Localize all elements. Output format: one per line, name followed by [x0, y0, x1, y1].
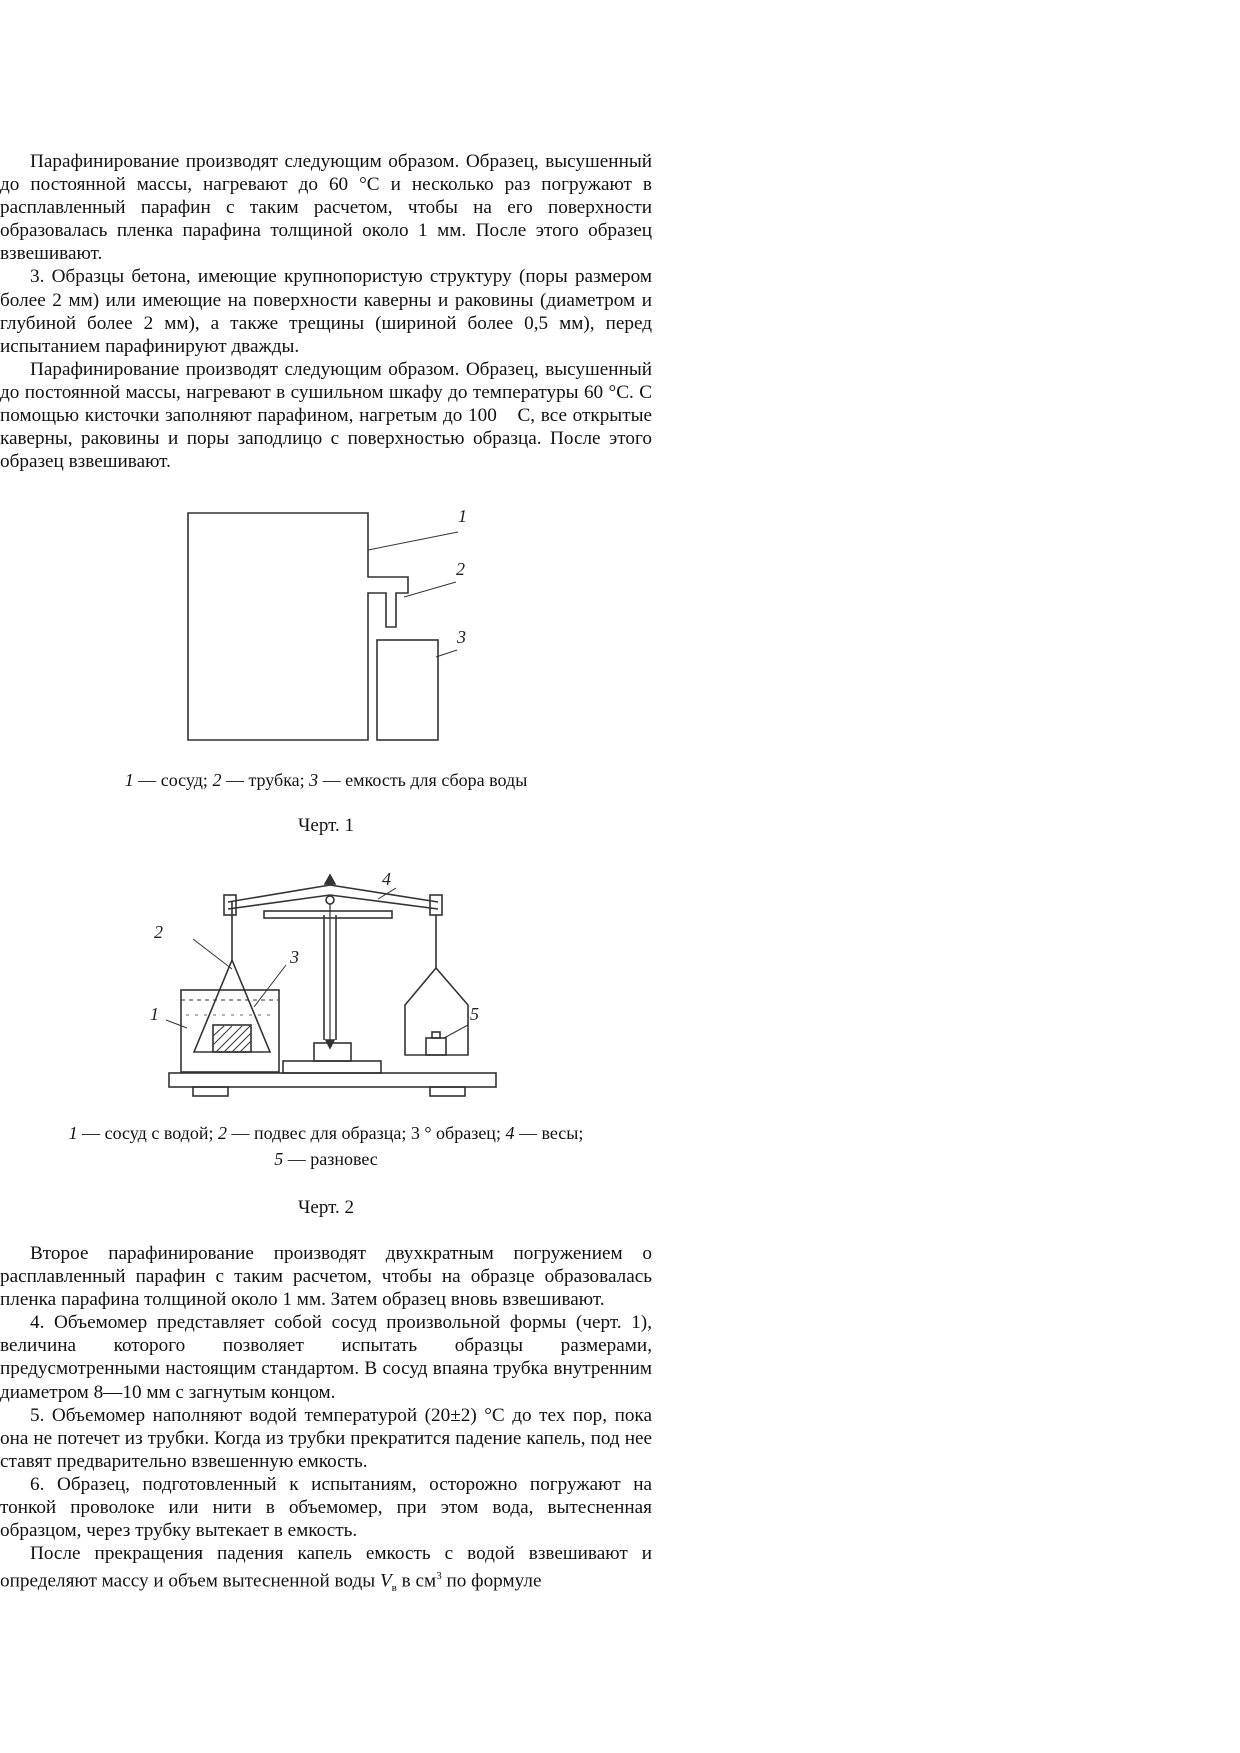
paragraph: Парафинирование производят следующим образом. Образец, высушенный до постоянной массы, нагревают в сушильном шкафу до температуры 60 °С. С помощью кисточки заполняют парафином, нагретым до 100 С, все открытые каверны, раковины и поры заподлицо с поверхностью образца. После этого образец взвешивают. [0, 358, 652, 473]
top-text-block [0, 150, 652, 473]
figure-2-label-3: 3 [290, 947, 299, 967]
weight [426, 1038, 446, 1055]
figure-2-label-4: 4 [382, 869, 391, 889]
figure-2-title: Черт. 2 [298, 1197, 354, 1218]
figure-2-caption: 1 — сосуд с водой; 2 — подвес для образца; 3 ° образец; 4 — весы; 5 — разновес [68, 1123, 584, 1169]
base-plate [169, 1073, 496, 1087]
paragraph: 6. Образец, подготовленный к испытаниям, осторожно погружают на тонкой проволоке или нити в объемомер, при этом вода, вытесненная образцом, через трубку вытекает в емкость. [0, 1473, 652, 1542]
paragraph: Второе парафинирование производят двухкратным погружением о расплавленный парафин с таким расчетом, чтобы на образце образовалась пленка парафина толщиной около 1 мм. Затем образец вновь взвешивают. [0, 1243, 652, 1311]
balance-beam [228, 885, 438, 902]
water-container-shape [377, 640, 438, 740]
sample-hanger [194, 902, 270, 1052]
bottom-text-block [0, 1242, 652, 1601]
weight-pan [405, 968, 468, 1055]
figure-1-label-3: 3 [457, 627, 466, 647]
paragraph: 4. Объемомер представляет собой сосуд произвольной формы (черт. 1), величина которого позволяет испытать образцы размерами, предусмотренными настоящим стандартом. В сосуд впаяна трубка внутренним диаметром 8—10 мм с загнутым концом. [0, 1312, 652, 1403]
leader-line-3 [436, 650, 457, 657]
leader-line-1 [368, 532, 458, 550]
figure-1-title: Черт. 1 [298, 815, 354, 836]
paragraph: 3. Образцы бетона, имеющие крупнопористую структуру (поры размером более 2 мм) или имеющие на поверхности каверны и раковины (диаметром и глубиной более 2 мм), а также трещины (шириной более 0,5 мм), перед испытанием парафинируют дважды. [0, 266, 652, 357]
leader-line-2 [404, 582, 456, 597]
figure-2-drawing [138, 855, 508, 1100]
paragraph: 5. Объемомер наполняют водой температурой (20±2) °С до тех пор, пока она не потечет из трубки. Когда из трубки прекратится падение капель, под нее ставят предварительно взвешенную емкость. [0, 1404, 652, 1472]
figure-1-label-1: 1 [458, 506, 467, 526]
figure-2-label-1: 1 [150, 1004, 159, 1024]
figure-1-caption: 1 — сосуд; 2 — трубка; 3 — емкость для сбора воды [124, 770, 528, 790]
figure-1-drawing [180, 495, 480, 745]
figure-1-label-2: 2 [456, 559, 465, 579]
water-vessel [181, 990, 279, 1072]
figure-2-label-2: 2 [154, 922, 163, 942]
paragraph: Парафинирование производят следующим образом. Образец, высушенный до постоянной массы, нагревают до 60 °С и несколько раз погружают в расплавленный парафин с таким расчетом, чтобы на его поверхности образовалась пленка парафина толщиной около 1 мм. После этого образец взвешивают. [0, 151, 652, 265]
figure-2-label-5: 5 [470, 1004, 479, 1024]
paragraph-formula-intro: После прекращения падения капель емкость с водой взвешивают и определяют массу и объем вытесненной воды $V_в$ в $см^3$ по формуле [0, 1543, 652, 1595]
vessel-shape [188, 513, 408, 740]
